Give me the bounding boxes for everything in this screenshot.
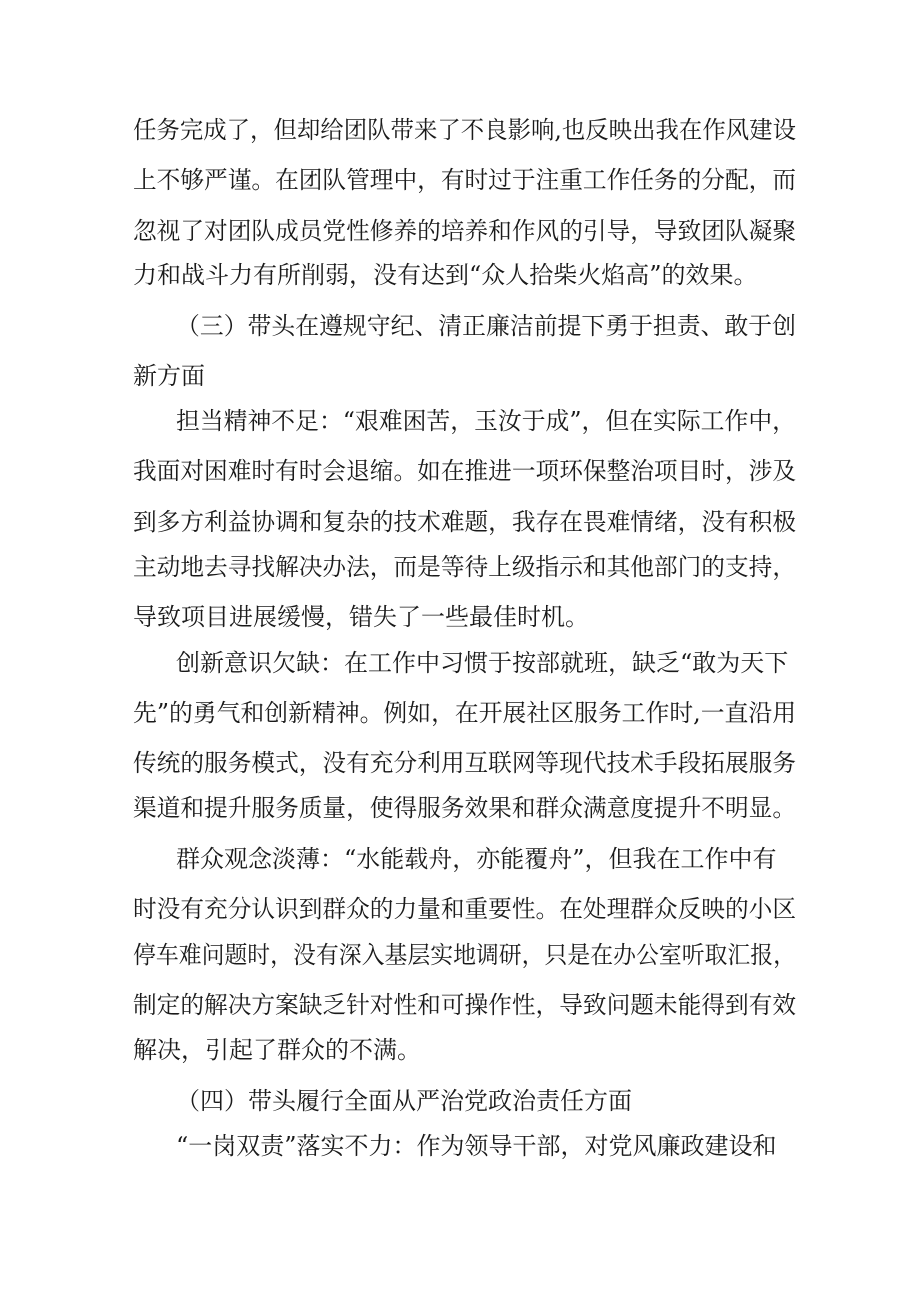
text-line-content: 制定的解决方案缺乏针对性和可操作性，导致问题未能得到有效 (133, 991, 796, 1019)
text-line (0, 502, 920, 542)
text-line-content: 我面对困难时有时会退缩。如在推进一项环保整治项目时，涉及 (133, 457, 796, 485)
text-line-content: 群众观念淡薄：“水能载舟，亦能覆舟”，但我在工作中有 (176, 845, 777, 873)
text-line (0, 1030, 920, 1070)
text-line-content: 停车难问题时，没有深入基层实地调研，只是在办公室听取汇报， (133, 941, 797, 969)
text-line-content: 先”的勇气和创新精神。例如，在开展社区服务工作时,一直沿用 (133, 699, 797, 727)
section-heading-text: （四）带头履行全面从严治党政治责任方面 (176, 1087, 632, 1115)
text-line-content: 主动地去寻找解决办法，而是等待上级指示和其他部门的支持， (133, 553, 796, 581)
text-line-content: 渠道和提升服务质量，使得服务效果和群众满意度提升不明显。 (133, 794, 796, 822)
text-line-content: 力和战斗力有所削弱，没有达到“众人拾柴火焰高”的效果。 (133, 261, 758, 289)
text-line-content: 上不够严谨。在团队管理中，有时过于注重工作任务的分配，而 (133, 166, 796, 194)
text-line (0, 985, 920, 1025)
text-line (0, 547, 920, 587)
text-line (0, 643, 920, 683)
text-line (0, 889, 920, 929)
text-line (0, 597, 920, 637)
text-line (0, 401, 920, 441)
text-line-content: 到多方利益协调和复杂的技术难题，我存在畏难情绪，没有积极 (133, 508, 796, 536)
text-line (0, 255, 920, 295)
text-line-content: “一岗双责”落实不力：作为领导干部，对党风廉政建设和 (176, 1132, 777, 1160)
text-line (0, 211, 920, 251)
text-line (0, 160, 920, 200)
section-heading-continuation (0, 356, 920, 396)
text-line (0, 743, 920, 783)
text-line (0, 110, 920, 150)
text-line (0, 1126, 920, 1166)
text-line-content: 创新意识欠缺：在工作中习惯于按部就班，缺乏“敢为天下 (176, 649, 789, 677)
text-line-content: 传统的服务模式，没有充分利用互联网等现代技术手段拓展服务 (133, 749, 796, 777)
text-line-content: 任务完成了，但却给团队带来了不良影响,也反映出我在作风建设 (133, 116, 796, 144)
section-heading-text: （三）带头在遵规守纪、清正廉洁前提下勇于担责、敢于创 (176, 312, 797, 340)
text-line-content: 担当精神不足：“艰难困苦，玉汝于成”，但在实际工作中， (176, 407, 796, 435)
text-line (0, 788, 920, 828)
text-line (0, 451, 920, 491)
text-line-content: 忽视了对团队成员党性修养的培养和作风的引导，导致团队凝聚 (133, 217, 796, 245)
text-line (0, 839, 920, 879)
section-heading (0, 306, 920, 346)
section-heading (0, 1081, 920, 1121)
text-line-content: 解决，引起了群众的不满。 (133, 1036, 421, 1064)
text-line (0, 935, 920, 975)
text-line-content: 时没有充分认识到群众的力量和重要性。在处理群众反映的小区 (133, 895, 796, 923)
text-line-content: 导致项目进展缓慢，错失了一些最佳时机。 (133, 603, 589, 631)
text-line (0, 693, 920, 733)
section-heading-text: 新方面 (133, 362, 205, 390)
